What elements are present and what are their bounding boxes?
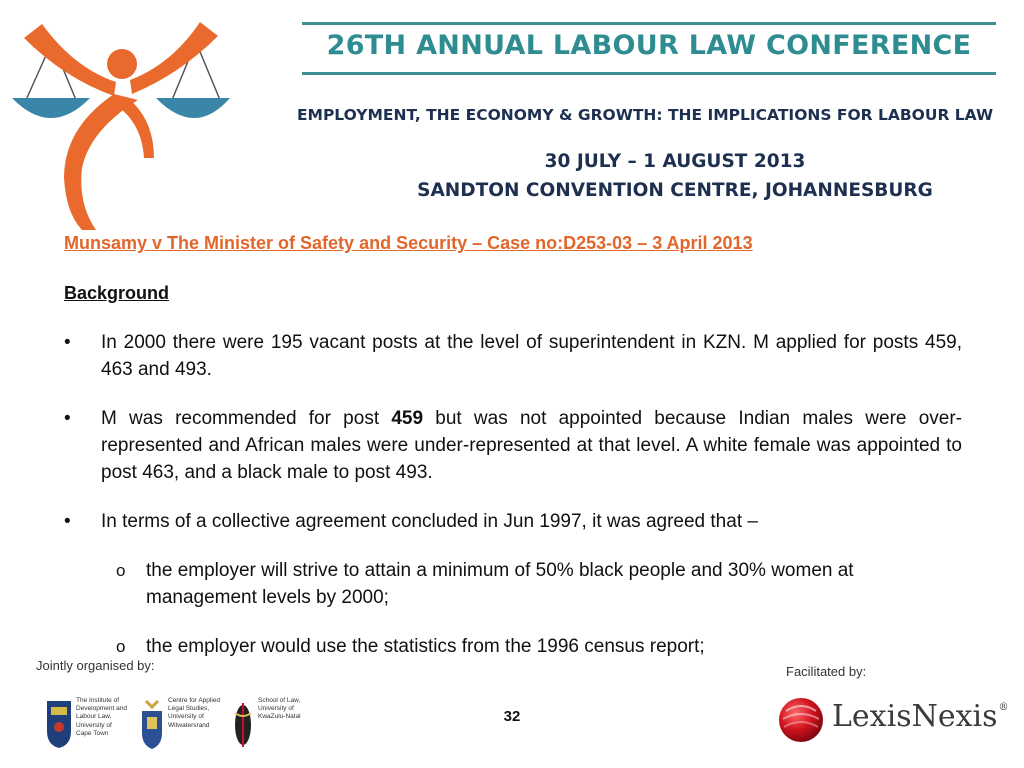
lexisnexis-sphere-icon	[778, 697, 824, 743]
page-number: 32	[503, 708, 521, 725]
bullet-text: M was recommended for post	[101, 408, 392, 429]
partner-name: The Institute of Development and Labour Law, University of Cape Town	[76, 697, 127, 737]
partner-uct	[46, 697, 136, 755]
header-rule-bottom	[302, 72, 996, 75]
conference-venue: SANDTON CONVENTION CENTRE, JOHANNESBURG	[417, 180, 933, 201]
sub-bullet-text: the employer will strive to attain a minimum of 50% black people and 30% women at management levels by 2000;	[146, 560, 854, 608]
wits-crest-icon	[140, 699, 164, 751]
partner-name: School of Law, University of KwaZulu-Natal	[258, 697, 301, 721]
conference-dates: 30 JULY – 1 AUGUST 2013	[544, 151, 806, 172]
uct-crest-icon	[46, 699, 72, 749]
sub-bullet-text: the employer would use the statistics from the 1996 census report;	[146, 636, 705, 657]
sub-bullet-item	[64, 557, 894, 611]
registered-mark: ®	[998, 702, 1009, 713]
facilitated-by-label: Facilitated by:	[786, 664, 867, 679]
bullet-item	[64, 329, 962, 383]
bullet-text: In terms of a collective agreement concluded in Jun 1997, it was agreed that –	[101, 511, 758, 532]
lexisnexis-logo	[778, 697, 1009, 743]
sub-bullet-marker: o	[116, 637, 126, 656]
bullet-item	[64, 508, 962, 535]
post-number-emphasis: 459	[391, 408, 424, 429]
section-heading: Background	[64, 283, 170, 303]
sponsor-name	[832, 699, 1009, 734]
partner-ukzn	[232, 697, 322, 755]
header-rule-top	[302, 22, 996, 25]
bullet-marker: •	[64, 332, 71, 353]
bullet-marker: •	[64, 408, 71, 429]
bullet-text-continued: but was not appointed because Indian males were over-represented and African males were under-represented at that level. A white female was appointed to post 463, and a black male to post 493.	[101, 408, 962, 483]
sub-bullet-marker: o	[116, 561, 126, 580]
sponsor-wordmark: LexisNexis	[832, 699, 998, 734]
scales-of-justice-figure-icon	[4, 8, 232, 230]
sub-bullet-item	[64, 633, 894, 660]
conference-theme: EMPLOYMENT, THE ECONOMY & GROWTH: THE IMPLICATIONS FOR LABOUR LAW	[296, 106, 994, 124]
ukzn-crest-icon	[232, 699, 254, 751]
jointly-organised-label: Jointly organised by:	[36, 658, 155, 673]
case-title: Munsamy v The Minister of Safety and Security – Case no:D253-03 – 3 April 2013	[64, 233, 753, 253]
partner-name: Centre for Applied Legal Studies, University of Witwatersrand	[168, 697, 221, 729]
bullet-text: In 2000 there were 195 vacant posts at the level of superintendent in KZN. M applied for posts 459, 463 and 493.	[101, 332, 962, 380]
bullet-marker: •	[64, 511, 71, 532]
bullet-item	[64, 405, 962, 486]
conference-title: 26TH ANNUAL LABOUR LAW CONFERENCE	[326, 30, 972, 61]
slide-content	[64, 230, 962, 660]
partner-wits	[140, 697, 230, 755]
